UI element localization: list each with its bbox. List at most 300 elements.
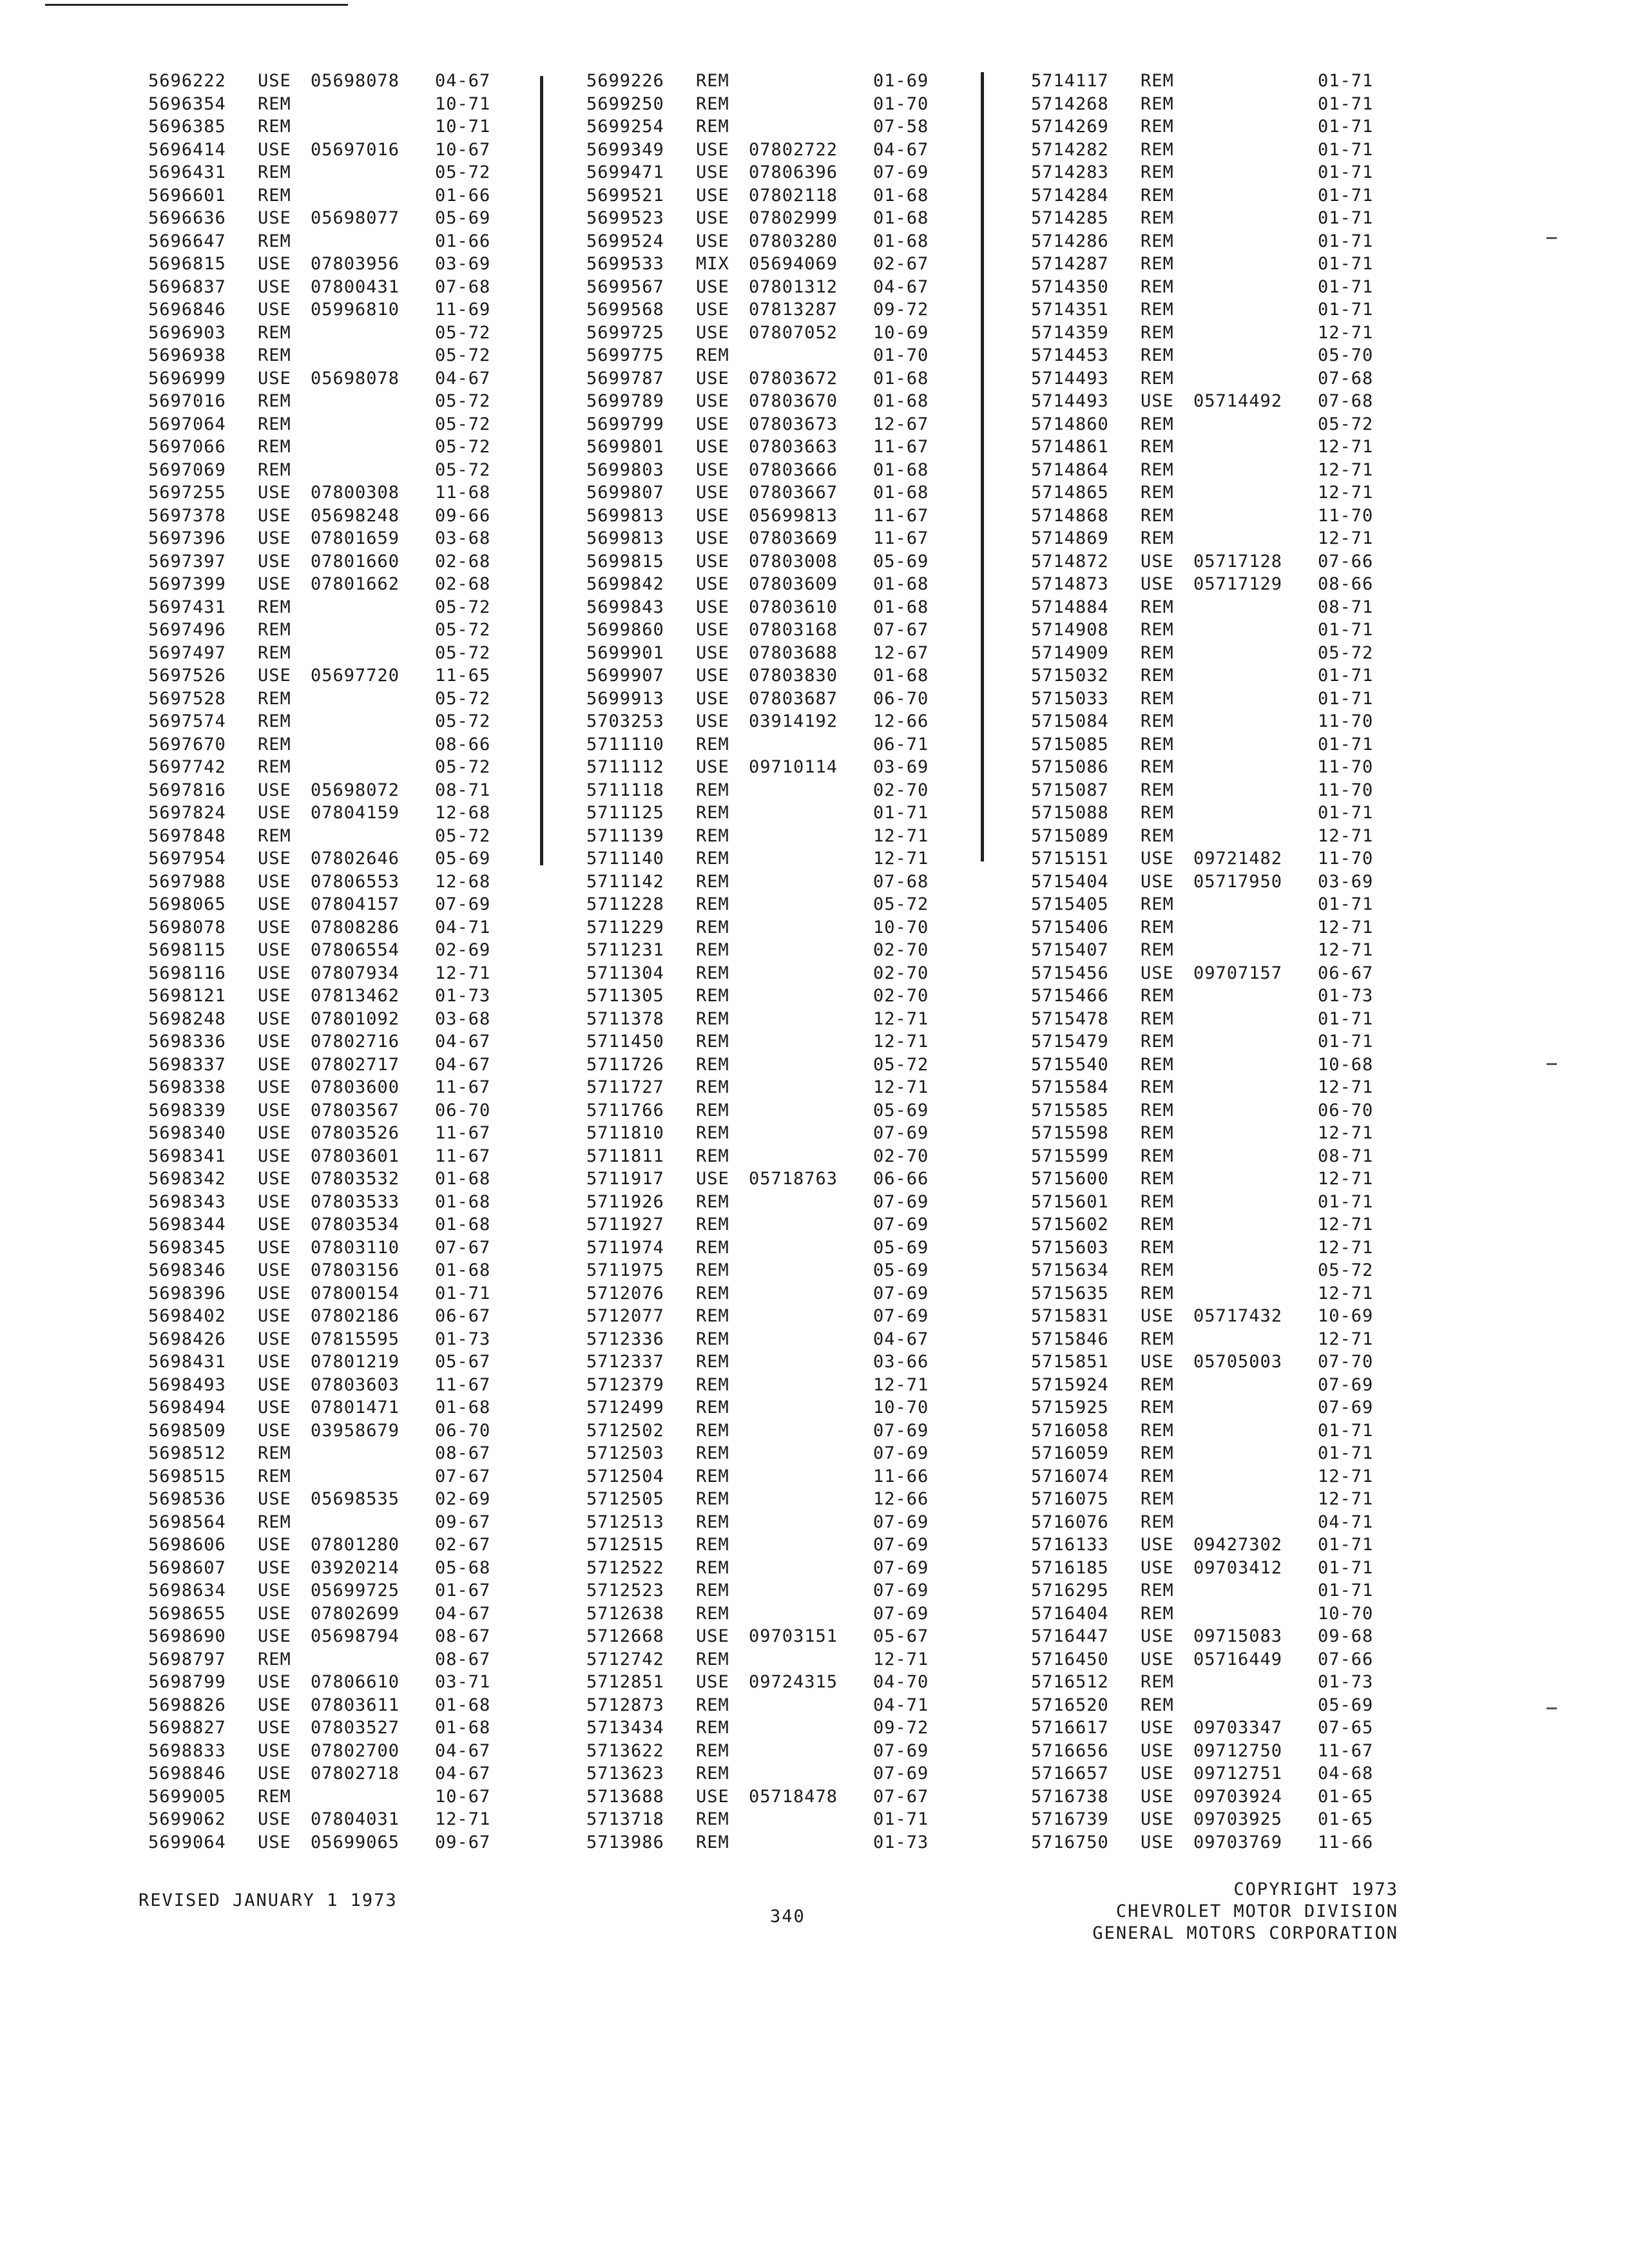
replacement-part: 07804031 xyxy=(311,1809,400,1829)
action: REM xyxy=(258,391,291,411)
part-number: 5698338 xyxy=(148,1077,226,1097)
effective-date: 01-68 xyxy=(873,391,929,411)
effective-date: 03-68 xyxy=(435,528,491,548)
effective-date: 04-71 xyxy=(435,917,491,937)
action: REM xyxy=(696,1215,729,1235)
part-number: 5714453 xyxy=(1031,345,1109,365)
replacement-part: 07803673 xyxy=(749,414,838,434)
part-number: 5711926 xyxy=(586,1191,664,1212)
action: USE xyxy=(696,666,729,686)
effective-date: 12-71 xyxy=(1318,483,1374,503)
replacement-part: 07802718 xyxy=(311,1763,400,1783)
effective-date: 11-70 xyxy=(1318,849,1374,869)
action: REM xyxy=(696,1695,729,1715)
part-number: 5711727 xyxy=(586,1077,664,1097)
effective-date: 08-66 xyxy=(1318,574,1374,594)
effective-date: 01-66 xyxy=(435,185,491,206)
effective-date: 01-71 xyxy=(1318,117,1374,137)
action: USE xyxy=(696,231,729,251)
action: REM xyxy=(696,803,729,823)
part-number: 5714283 xyxy=(1031,162,1109,182)
effective-date: 10-69 xyxy=(873,322,929,343)
effective-date: 12-71 xyxy=(1318,1077,1374,1097)
effective-date: 04-67 xyxy=(435,1032,491,1052)
effective-date: 06-70 xyxy=(1318,1100,1374,1120)
part-number: 5716512 xyxy=(1031,1672,1109,1692)
effective-date: 07-69 xyxy=(873,1443,929,1463)
effective-date: 10-70 xyxy=(873,917,929,937)
part-number: 5698336 xyxy=(148,1032,226,1052)
action: USE xyxy=(696,162,729,182)
replacement-part: 07800308 xyxy=(311,483,400,503)
part-number: 5711304 xyxy=(586,963,664,983)
action: USE xyxy=(258,1718,291,1738)
action: REM xyxy=(696,1718,729,1738)
part-number: 5698248 xyxy=(148,1008,226,1029)
effective-date: 04-67 xyxy=(873,139,929,160)
top-rule xyxy=(45,4,348,6)
effective-date: 04-67 xyxy=(435,1603,491,1624)
effective-date: 06-66 xyxy=(873,1169,929,1189)
action: USE xyxy=(1141,1832,1174,1852)
action: USE xyxy=(258,208,291,228)
effective-date: 07-70 xyxy=(1318,1352,1374,1372)
effective-date: 08-71 xyxy=(1318,597,1374,617)
action: USE xyxy=(696,688,729,709)
action: REM xyxy=(1141,208,1174,228)
action: REM xyxy=(1141,1169,1174,1189)
action: USE xyxy=(258,1809,291,1829)
part-number: 5715924 xyxy=(1031,1374,1109,1395)
replacement-part: 07804157 xyxy=(311,894,400,914)
effective-date: 10-71 xyxy=(435,93,491,114)
part-number: 5714350 xyxy=(1031,276,1109,297)
part-number: 5698564 xyxy=(148,1512,226,1532)
replacement-part: 05718763 xyxy=(749,1169,838,1189)
action: USE xyxy=(258,849,291,869)
part-number: 5712077 xyxy=(586,1306,664,1326)
action: REM xyxy=(696,71,729,91)
part-number: 5715085 xyxy=(1031,734,1109,754)
replacement-part: 07803567 xyxy=(311,1100,400,1120)
replacement-part: 07803280 xyxy=(749,231,838,251)
action: USE xyxy=(258,368,291,389)
part-number: 5711118 xyxy=(586,780,664,800)
part-number: 5716450 xyxy=(1031,1649,1109,1669)
part-number: 5698346 xyxy=(148,1260,226,1280)
part-number: 5712523 xyxy=(586,1581,664,1600)
part-number: 5711927 xyxy=(586,1215,664,1235)
replacement-part: 07803663 xyxy=(749,437,838,457)
action: USE xyxy=(258,574,291,594)
effective-date: 05-69 xyxy=(873,1237,929,1258)
action: REM xyxy=(1141,780,1174,800)
effective-date: 05-69 xyxy=(435,849,491,869)
action: REM xyxy=(1141,1146,1174,1166)
action: REM xyxy=(696,1306,729,1326)
effective-date: 05-72 xyxy=(435,597,491,617)
part-number: 5716520 xyxy=(1031,1695,1109,1715)
action: REM xyxy=(696,1649,729,1669)
part-number: 5696647 xyxy=(148,231,226,251)
effective-date: 01-71 xyxy=(1318,254,1374,274)
action: USE xyxy=(1141,871,1174,892)
action: USE xyxy=(696,483,729,503)
part-number: 5698509 xyxy=(148,1420,226,1441)
part-number: 5716404 xyxy=(1031,1603,1109,1624)
effective-date: 01-71 xyxy=(1318,1420,1374,1441)
replacement-part: 07806396 xyxy=(749,162,838,182)
replacement-part: 07801092 xyxy=(311,1008,400,1029)
replacement-part: 07803688 xyxy=(749,642,838,663)
action: USE xyxy=(258,1123,291,1143)
action: USE xyxy=(696,574,729,594)
replacement-part: 07803687 xyxy=(749,688,838,709)
part-number: 5696222 xyxy=(148,71,226,91)
effective-date: 01-68 xyxy=(873,231,929,251)
replacement-part: 05717432 xyxy=(1193,1306,1283,1326)
copyright-block xyxy=(1092,1879,1398,1945)
part-number: 5697670 xyxy=(148,734,226,754)
part-number: 5714493 xyxy=(1031,368,1109,389)
part-number: 5713622 xyxy=(586,1740,664,1761)
action: REM xyxy=(696,1581,729,1600)
effective-date: 09-66 xyxy=(435,505,491,526)
action: REM xyxy=(258,322,291,343)
action: REM xyxy=(1141,666,1174,686)
part-number: 5715407 xyxy=(1031,940,1109,960)
part-number: 5715405 xyxy=(1031,894,1109,914)
replacement-part: 07804159 xyxy=(311,803,400,823)
action: REM xyxy=(1141,483,1174,503)
effective-date: 11-70 xyxy=(1318,505,1374,526)
replacement-part: 03914192 xyxy=(749,711,838,731)
effective-date: 01-71 xyxy=(1318,666,1374,686)
part-number: 5714282 xyxy=(1031,139,1109,160)
replacement-part: 07803669 xyxy=(749,528,838,548)
replacement-part: 07813462 xyxy=(311,986,400,1006)
part-number: 5715603 xyxy=(1031,1237,1109,1258)
effective-date: 07-69 xyxy=(873,1123,929,1143)
action: USE xyxy=(258,940,291,960)
effective-date: 01-65 xyxy=(1318,1786,1374,1807)
part-number: 5715600 xyxy=(1031,1169,1109,1189)
effective-date: 10-70 xyxy=(873,1398,929,1418)
effective-date: 05-72 xyxy=(435,825,491,846)
part-number: 5696837 xyxy=(148,276,226,297)
effective-date: 11-70 xyxy=(1318,711,1374,731)
part-number: 5696938 xyxy=(148,345,226,365)
effective-date: 01-71 xyxy=(1318,208,1374,228)
part-number: 5715456 xyxy=(1031,963,1109,983)
action: REM xyxy=(1141,757,1174,777)
part-number: 5715540 xyxy=(1031,1054,1109,1075)
part-number: 5698121 xyxy=(148,986,226,1006)
replacement-part: 09715083 xyxy=(1193,1626,1283,1646)
effective-date: 01-71 xyxy=(873,1809,929,1829)
action: REM xyxy=(258,117,291,137)
effective-date: 12-71 xyxy=(1318,437,1374,457)
part-number: 5715585 xyxy=(1031,1100,1109,1120)
action: REM xyxy=(1141,597,1174,617)
action: USE xyxy=(1141,1306,1174,1326)
part-number: 5714909 xyxy=(1031,642,1109,663)
part-number: 5698607 xyxy=(148,1557,226,1578)
effective-date: 09-72 xyxy=(873,300,929,320)
part-number: 5696999 xyxy=(148,368,226,389)
effective-date: 01-73 xyxy=(873,1832,929,1852)
effective-date: 05-72 xyxy=(435,345,491,365)
effective-date: 07-69 xyxy=(873,1306,929,1326)
action: USE xyxy=(258,1100,291,1120)
effective-date: 06-67 xyxy=(435,1306,491,1326)
action: USE xyxy=(258,1329,291,1349)
part-number: 5697574 xyxy=(148,711,226,731)
replacement-part: 07800431 xyxy=(311,276,400,297)
action: USE xyxy=(1141,1649,1174,1669)
part-number: 5697431 xyxy=(148,597,226,617)
replacement-part: 09703347 xyxy=(1193,1718,1283,1738)
effective-date: 02-70 xyxy=(873,963,929,983)
copyright-line: CHEVROLET MOTOR DIVISION xyxy=(1115,1901,1398,1921)
part-number: 5697496 xyxy=(148,620,226,640)
action: USE xyxy=(258,1191,291,1212)
action: USE xyxy=(258,551,291,572)
action: REM xyxy=(696,1489,729,1509)
action: REM xyxy=(1141,1374,1174,1395)
action: USE xyxy=(1141,551,1174,572)
action: REM xyxy=(1141,1512,1174,1532)
action: USE xyxy=(1141,1809,1174,1829)
action: REM xyxy=(1141,368,1174,389)
replacement-part: 05698077 xyxy=(311,208,400,228)
action: REM xyxy=(696,734,729,754)
replacement-part: 07803168 xyxy=(749,620,838,640)
effective-date: 06-70 xyxy=(435,1420,491,1441)
replacement-part: 07802186 xyxy=(311,1306,400,1326)
effective-date: 04-70 xyxy=(873,1672,929,1692)
action: REM xyxy=(1141,1123,1174,1143)
action: REM xyxy=(1141,162,1174,182)
part-number: 5714872 xyxy=(1031,551,1109,572)
part-number: 5697255 xyxy=(148,483,226,503)
replacement-part: 05717128 xyxy=(1193,551,1283,572)
effective-date: 04-67 xyxy=(435,1763,491,1783)
part-number: 5698402 xyxy=(148,1306,226,1326)
effective-date: 11-67 xyxy=(873,505,929,526)
part-number: 5712503 xyxy=(586,1443,664,1463)
effective-date: 12-71 xyxy=(1318,528,1374,548)
part-number: 5698606 xyxy=(148,1535,226,1555)
action: REM xyxy=(1141,1603,1174,1624)
action: REM xyxy=(1141,620,1174,640)
effective-date: 05-72 xyxy=(435,322,491,343)
action: REM xyxy=(696,1054,729,1075)
effective-date: 01-73 xyxy=(1318,986,1374,1006)
part-number: 5697742 xyxy=(148,757,226,777)
part-number: 5716076 xyxy=(1031,1512,1109,1532)
effective-date: 09-72 xyxy=(873,1718,929,1738)
replacement-part: 07813287 xyxy=(749,300,838,320)
action: USE xyxy=(1141,1763,1174,1783)
effective-date: 08-71 xyxy=(1318,1146,1374,1166)
part-number: 5715406 xyxy=(1031,917,1109,937)
part-number: 5711726 xyxy=(586,1054,664,1075)
effective-date: 07-69 xyxy=(873,1283,929,1303)
replacement-part: 09712750 xyxy=(1193,1740,1283,1761)
effective-date: 01-67 xyxy=(435,1581,491,1600)
replacement-part: 07803666 xyxy=(749,459,838,480)
replacement-part: 07803611 xyxy=(311,1695,400,1715)
replacement-part: 07807052 xyxy=(749,322,838,343)
action: USE xyxy=(258,917,291,937)
effective-date: 09-68 xyxy=(1318,1626,1374,1646)
effective-date: 12-71 xyxy=(873,1077,929,1097)
part-number: 5716657 xyxy=(1031,1763,1109,1783)
part-number: 5714861 xyxy=(1031,437,1109,457)
effective-date: 01-71 xyxy=(1318,1191,1374,1212)
part-number: 5699813 xyxy=(586,528,664,548)
action: REM xyxy=(1141,1672,1174,1692)
effective-date: 04-67 xyxy=(435,71,491,91)
part-number: 5697528 xyxy=(148,688,226,709)
action: REM xyxy=(1141,505,1174,526)
effective-date: 01-71 xyxy=(1318,139,1374,160)
effective-date: 07-67 xyxy=(435,1466,491,1486)
part-number: 5711974 xyxy=(586,1237,664,1258)
column-divider xyxy=(981,72,984,861)
part-number: 5699533 xyxy=(586,254,664,274)
effective-date: 06-67 xyxy=(1318,963,1374,983)
margin-mark xyxy=(1547,237,1557,239)
part-number: 5713434 xyxy=(586,1718,664,1738)
part-number: 5711810 xyxy=(586,1123,664,1143)
part-number: 5716738 xyxy=(1031,1786,1109,1807)
action: REM xyxy=(696,894,729,914)
action: USE xyxy=(258,1169,291,1189)
part-number: 5699524 xyxy=(586,231,664,251)
part-number: 5698078 xyxy=(148,917,226,937)
part-number: 5714860 xyxy=(1031,414,1109,434)
part-number: 5699568 xyxy=(586,300,664,320)
replacement-part: 05699725 xyxy=(311,1581,400,1600)
part-number: 5698634 xyxy=(148,1581,226,1600)
part-number: 5713623 xyxy=(586,1763,664,1783)
part-number: 5698065 xyxy=(148,894,226,914)
effective-date: 05-72 xyxy=(435,688,491,709)
effective-date: 12-71 xyxy=(873,1649,929,1669)
part-number: 5716074 xyxy=(1031,1466,1109,1486)
effective-date: 05-72 xyxy=(435,620,491,640)
action: REM xyxy=(696,1740,729,1761)
effective-date: 12-66 xyxy=(873,711,929,731)
effective-date: 09-67 xyxy=(435,1512,491,1532)
replacement-part: 03920214 xyxy=(311,1557,400,1578)
action: USE xyxy=(696,551,729,572)
effective-date: 03-66 xyxy=(873,1352,929,1372)
action: USE xyxy=(258,276,291,297)
action: REM xyxy=(1141,414,1174,434)
action: USE xyxy=(1141,1557,1174,1578)
action: USE xyxy=(696,391,729,411)
action: REM xyxy=(1141,1100,1174,1120)
margin-mark xyxy=(1547,1063,1557,1065)
action: REM xyxy=(258,231,291,251)
replacement-part: 05717129 xyxy=(1193,574,1283,594)
action: USE xyxy=(258,1352,291,1372)
effective-date: 01-68 xyxy=(873,574,929,594)
effective-date: 12-71 xyxy=(1318,1329,1374,1349)
action: REM xyxy=(1141,688,1174,709)
replacement-part: 05698248 xyxy=(311,505,400,526)
part-number: 5716750 xyxy=(1031,1832,1109,1852)
effective-date: 12-71 xyxy=(1318,459,1374,480)
action: REM xyxy=(1141,1008,1174,1029)
replacement-part: 09712751 xyxy=(1193,1763,1283,1783)
effective-date: 11-68 xyxy=(435,483,491,503)
effective-date: 05-72 xyxy=(435,437,491,457)
replacement-part: 07802700 xyxy=(311,1740,400,1761)
part-number: 5712522 xyxy=(586,1557,664,1578)
part-number: 5698426 xyxy=(148,1329,226,1349)
action: USE xyxy=(258,1032,291,1052)
action: REM xyxy=(258,597,291,617)
action: REM xyxy=(258,1512,291,1532)
effective-date: 02-70 xyxy=(873,986,929,1006)
effective-date: 10-67 xyxy=(435,139,491,160)
action: REM xyxy=(258,642,291,663)
part-number: 5699803 xyxy=(586,459,664,480)
part-number: 5716656 xyxy=(1031,1740,1109,1761)
effective-date: 01-71 xyxy=(1318,71,1374,91)
replacement-part: 07803156 xyxy=(311,1260,400,1280)
effective-date: 02-69 xyxy=(435,940,491,960)
part-number: 5715404 xyxy=(1031,871,1109,892)
revised-date: REVISED JANUARY 1 1973 xyxy=(139,1890,398,1910)
replacement-part: 05705003 xyxy=(1193,1352,1283,1372)
action: USE xyxy=(258,139,291,160)
effective-date: 06-70 xyxy=(873,688,929,709)
action: USE xyxy=(1141,1626,1174,1646)
effective-date: 01-71 xyxy=(1318,1581,1374,1600)
effective-date: 01-71 xyxy=(1318,276,1374,297)
action: REM xyxy=(696,1237,729,1258)
part-number: 5699801 xyxy=(586,437,664,457)
replacement-part: 07803667 xyxy=(749,483,838,503)
replacement-part: 07802999 xyxy=(749,208,838,228)
action: REM xyxy=(1141,1237,1174,1258)
effective-date: 01-68 xyxy=(435,1398,491,1418)
part-number: 5712336 xyxy=(586,1329,664,1349)
part-number: 5699523 xyxy=(586,208,664,228)
action: USE xyxy=(258,1237,291,1258)
action: REM xyxy=(696,940,729,960)
action: USE xyxy=(258,1832,291,1852)
action: USE xyxy=(1141,1352,1174,1372)
effective-date: 02-69 xyxy=(435,1489,491,1509)
action: USE xyxy=(1141,1718,1174,1738)
action: USE xyxy=(1141,963,1174,983)
effective-date: 08-66 xyxy=(435,734,491,754)
action: USE xyxy=(258,1077,291,1097)
part-number: 5714873 xyxy=(1031,574,1109,594)
replacement-part: 07802717 xyxy=(311,1054,400,1075)
action: REM xyxy=(1141,1466,1174,1486)
action: REM xyxy=(1141,986,1174,1006)
part-number: 5699799 xyxy=(586,414,664,434)
effective-date: 07-68 xyxy=(873,871,929,892)
part-number: 5696846 xyxy=(148,300,226,320)
